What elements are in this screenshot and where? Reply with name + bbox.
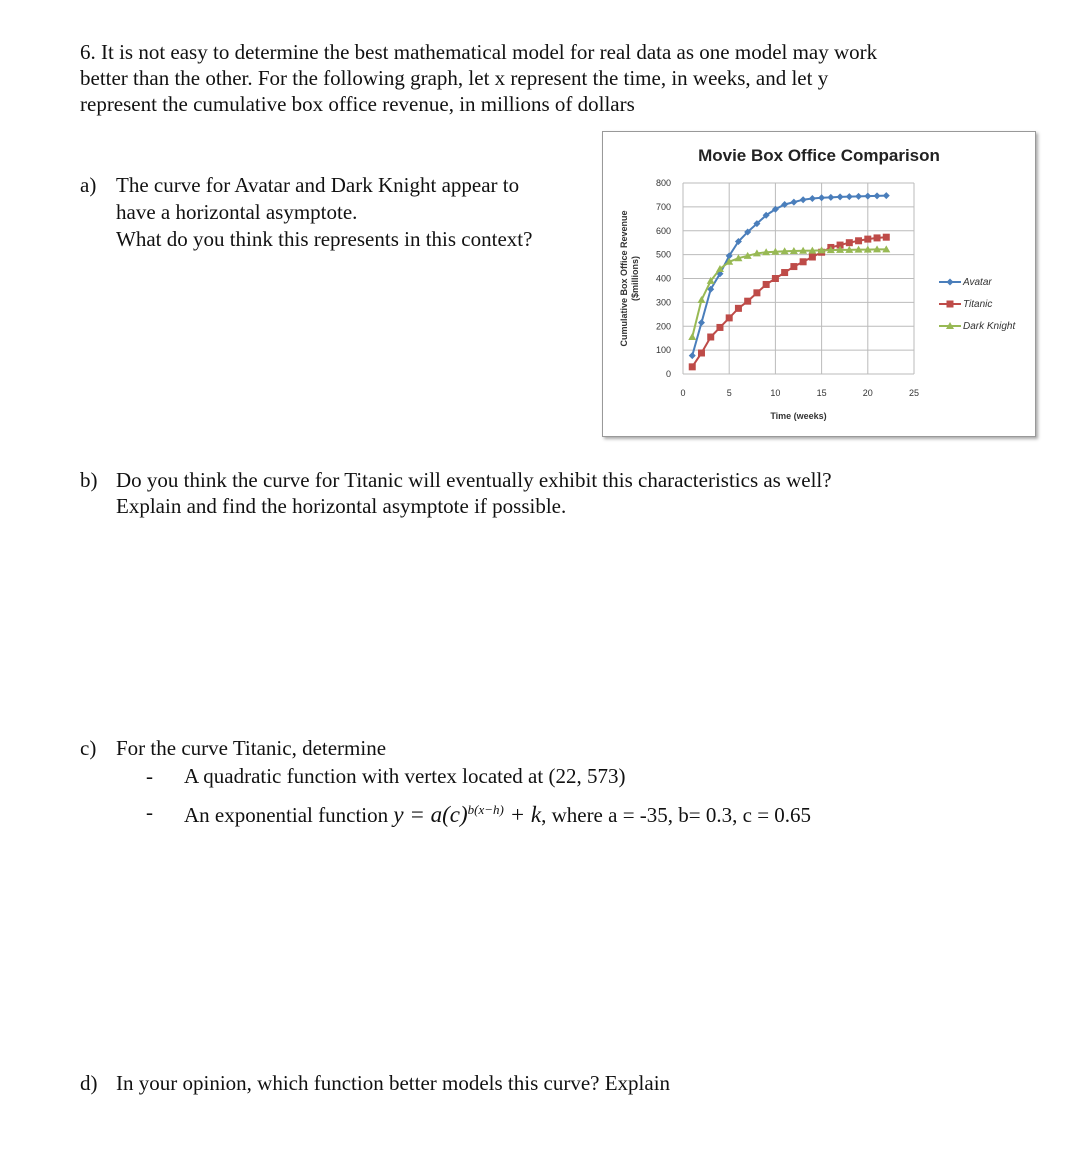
titanic-point: [846, 239, 853, 246]
y-tick-label: 200: [655, 321, 671, 332]
titanic-point: [735, 305, 742, 312]
titanic-point: [809, 254, 816, 261]
x-axis-label: Time (weeks): [770, 411, 827, 421]
legend-marker-titanic: [947, 301, 954, 308]
avatar-point: [827, 194, 834, 201]
legend-marker-avatar: [947, 279, 954, 286]
part-c-label: c): [80, 736, 97, 760]
x-tick-label: 20: [862, 388, 873, 398]
y-tick-label: 400: [655, 273, 671, 284]
x-tick-label: 25: [908, 388, 920, 398]
part-a-line: What do you think this represents in this context?: [116, 227, 533, 251]
formula-exponent: b(x−h): [467, 802, 504, 817]
box-office-chart: [602, 131, 1036, 437]
avatar-point: [874, 192, 881, 199]
titanic-point: [689, 363, 696, 370]
part-b-line: Explain and find the horizontal asymptote if possible.: [116, 494, 567, 518]
avatar-point: [855, 193, 862, 200]
avatar-point: [809, 195, 816, 202]
part-c-item-exponential: [184, 797, 811, 828]
avatar-point: [846, 193, 853, 200]
x-tick-label: 0: [680, 388, 686, 398]
part-a-line: The curve for Avatar and Dark Knight appear to: [116, 173, 520, 197]
avatar-point: [818, 194, 825, 201]
titanic-point: [800, 258, 807, 265]
avatar-point: [698, 319, 705, 326]
y-axis-label: ($millions): [630, 255, 640, 302]
titanic-point: [855, 237, 862, 244]
titanic-point: [772, 275, 779, 282]
avatar-point: [837, 193, 844, 200]
part-b-label: b): [80, 468, 98, 492]
bullet-dash: -: [146, 800, 153, 824]
part-d-label: d): [80, 1071, 98, 1095]
part-c-line: For the curve Titanic, determine: [116, 736, 387, 760]
y-axis-label: Cumulative Box Office Revenue: [619, 210, 629, 347]
legend-label-titanic: Titanic: [963, 299, 993, 310]
chart-title: Movie Box Office Comparison: [698, 146, 940, 165]
titanic-point: [744, 298, 751, 305]
y-tick-label: 500: [655, 249, 671, 260]
dark-knight-point: [697, 296, 705, 303]
titanic-point: [716, 324, 723, 331]
avatar-point: [689, 352, 696, 359]
item-prefix: An exponential function: [184, 803, 389, 827]
legend-label-avatar: Avatar: [963, 277, 992, 288]
dark-knight-line: [692, 249, 886, 337]
titanic-point: [698, 349, 705, 356]
part-a-label: a): [80, 173, 97, 197]
x-tick-label: 10: [770, 388, 781, 398]
avatar-point: [864, 193, 871, 200]
titanic-point: [874, 234, 881, 241]
titanic-point: [864, 236, 871, 243]
intro-line: 6. It is not easy to determine the best mathematical model for real data as one model may work: [80, 40, 878, 64]
x-tick-label: 5: [726, 388, 732, 398]
legend-label-dark-knight: Dark Knight: [963, 321, 1016, 332]
item-suffix: , where a = -35, b= 0.3, c = 0.65: [541, 803, 812, 827]
titanic-point: [726, 314, 733, 321]
y-tick-label: 100: [655, 345, 671, 356]
titanic-point: [763, 281, 770, 288]
y-tick-label: 600: [655, 225, 671, 236]
titanic-point: [753, 289, 760, 296]
formula-plus-k: + k: [503, 802, 542, 827]
y-tick-label: 700: [655, 201, 671, 212]
intro-line: represent the cumulative box office revenue, in millions of dollars: [80, 92, 635, 116]
intro-line: better than the other. For the following graph, let x represent the time, in weeks, and let y: [80, 66, 829, 90]
bullet-dash: -: [146, 764, 153, 788]
chart-svg: [603, 132, 1035, 436]
dark-knight-point: [688, 333, 696, 340]
titanic-point: [883, 234, 890, 241]
avatar-point: [883, 192, 890, 199]
y-tick-label: 800: [655, 178, 671, 188]
titanic-point: [707, 333, 714, 340]
y-tick-label: 300: [655, 297, 671, 308]
y-tick-label: 0: [665, 369, 671, 379]
formula-base: y = a(c): [393, 802, 468, 827]
avatar-point: [790, 199, 797, 206]
part-b-line: Do you think the curve for Titanic will eventually exhibit this characteristics as well?: [116, 468, 832, 492]
titanic-point: [790, 263, 797, 270]
avatar-point: [800, 196, 807, 203]
titanic-point: [781, 269, 788, 276]
x-tick-label: 15: [816, 388, 827, 398]
part-d-line: In your opinion, which function better models this curve? Explain: [116, 1071, 671, 1095]
part-c-item-quadratic: A quadratic function with vertex located at (22, 573): [184, 764, 626, 788]
part-a-line: have a horizontal asymptote.: [116, 200, 358, 224]
